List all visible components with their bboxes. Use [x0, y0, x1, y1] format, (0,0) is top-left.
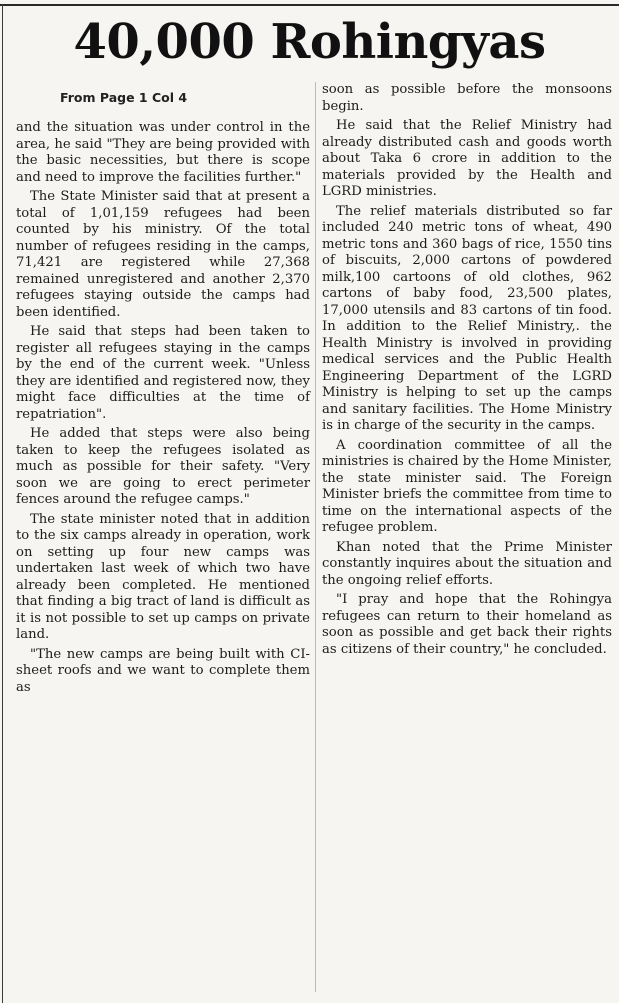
- paragraph: and the situation was under control in the area, he said "They are being provided with the basic necessities, but there is scope and need to improve the facilities further.": [16, 120, 310, 185]
- top-rule: [0, 4, 619, 6]
- paragraph: He said that the Relief Ministry had already distributed cash and goods worth about Taka 6 crore in addition to the materials provided by the Health and LGRD ministries.: [322, 118, 612, 199]
- jump-line: From Page 1 Col 4: [60, 90, 188, 105]
- paragraph: He added that steps were also being taken to keep the refugees isolated as much as possible for their safety. "Very soon we are going to erect perimeter fences around the refugee camps.": [16, 426, 310, 507]
- headline: 40,000 Rohingyas: [73, 14, 546, 70]
- paragraph: A coordination committee of all the ministries is chaired by the Home Minister, the state minister said. The Foreign Minister briefs the committee from time to time on the international aspects of the refugee problem.: [322, 437, 612, 535]
- paragraph: "The new camps are being built with CI-sheet roofs and we want to complete them as: [16, 646, 310, 695]
- column-divider: [315, 82, 316, 992]
- paragraph: He said that steps had been taken to register all refugees staying in the camps by the end of the current week. "Unless they are identified and registered now, they might face difficulties at the time of repatriation".: [16, 324, 310, 422]
- left-column: [16, 120, 310, 699]
- paragraph: The State Minister said that at present a total of 1,01,159 refugees had been counted by his ministry. Of the total number of refugees residing in the camps, 71,421 are registered while 27,368 remained unregistered and another 2,370 refugees staying outside the camps had been identified.: [16, 189, 310, 320]
- paragraph: Khan noted that the Prime Minister constantly inquires about the situation and the ongoing relief efforts.: [322, 539, 612, 588]
- right-column: [322, 82, 612, 661]
- paragraph: soon as possible before the monsoons begin.: [322, 82, 612, 114]
- paragraph: The relief materials distributed so far included 240 metric tons of wheat, 490 metric tons and 360 bags of rice, 1550 tins of biscuits, 2,000 cartons of powdered milk,100 cartoons of old clothes, 962 cartons of baby food, 23,500 plates, 17,000 utensils and 83 cartons of tin food. In addition to the Relief Ministry,. the Health Ministry is involved in providing medical services and the Public Health Engineering Department of the LGRD Ministry is helping to set up the camps and sanitary facilities. The Home Ministry is in charge of the security in the camps.: [322, 203, 612, 433]
- paragraph: "I pray and hope that the Rohingya refugees can return to their homeland as soon as possible and get back their rights as citizens of their country," he concluded.: [322, 592, 612, 657]
- left-rule: [2, 4, 3, 1003]
- paragraph: The state minister noted that in addition to the six camps already in operation, work on setting up four new camps was undertaken last week of which two have already been completed. He mentioned that finding a big tract of land is difficult as it is not possible to set up camps on private land.: [16, 511, 310, 642]
